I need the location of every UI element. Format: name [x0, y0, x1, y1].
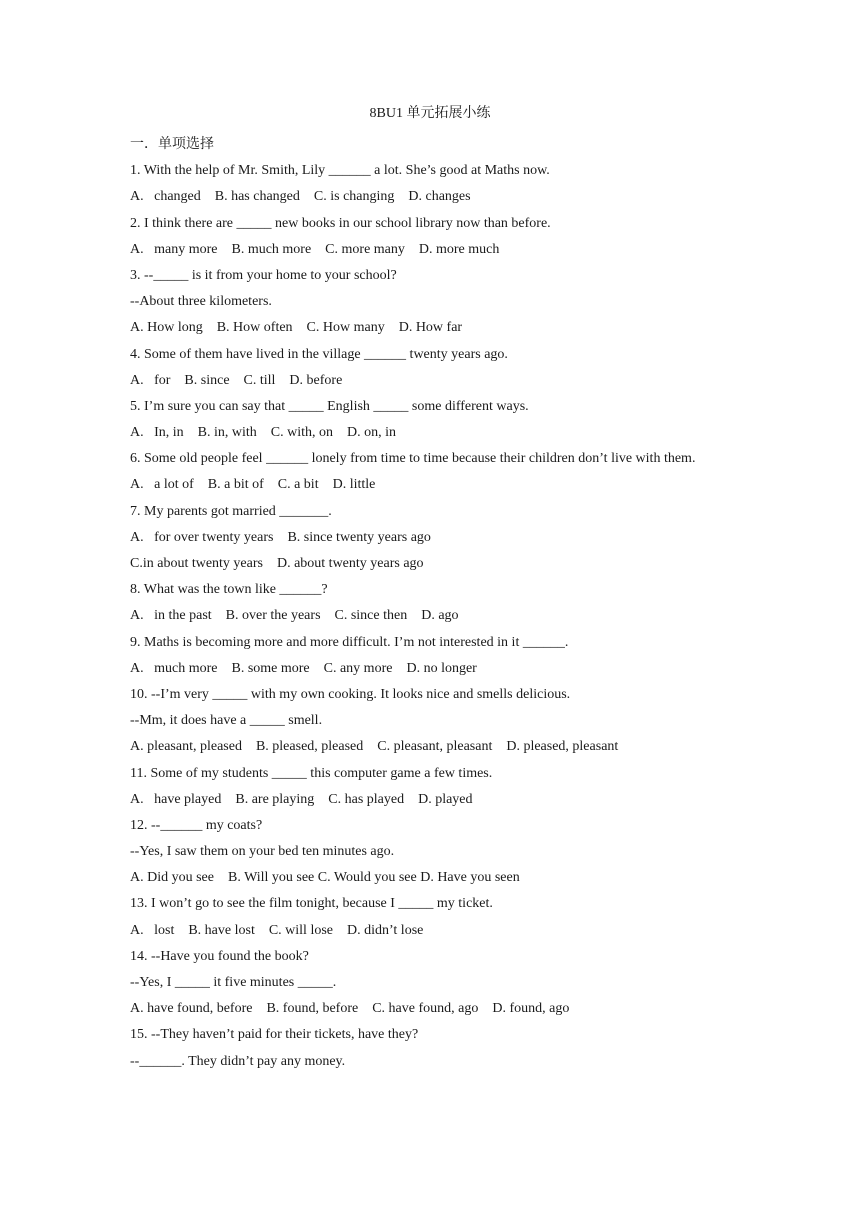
text-line: 9. Maths is becoming more and more difficult. I’m not interested in it ______. [130, 634, 569, 650]
text-line: --Yes, I saw them on your bed ten minutes ago. [130, 844, 395, 860]
text-line: 11. Some of my students _____ this computer game a few times. [130, 765, 493, 781]
text-line: --Yes, I _____ it five minutes _____. [130, 975, 337, 991]
text-line: 15. --They haven’t paid for their tickets, have they? [130, 1027, 419, 1043]
text-line: C.in about twenty years D. about twenty years ago [130, 556, 424, 572]
text-line: 13. I won’t go to see the film tonight, because I _____ my ticket. [130, 896, 493, 912]
text-line: 1. With the help of Mr. Smith, Lily ______ a lot. She’s good at Maths now. [130, 163, 550, 179]
text-line: A. have found, before B. found, before C. have found, ago D. found, ago [130, 1001, 570, 1017]
text-line: --Mm, it does have a _____ smell. [130, 713, 323, 729]
text-line: A. have played B. are playing C. has played D. played [130, 791, 473, 807]
text-line: A. in the past B. over the years C. since then D. ago [130, 608, 459, 624]
text-line: 2. I think there are _____ new books in our school library now than before. [130, 215, 551, 231]
text-line: A. for over twenty years B. since twenty years ago [130, 529, 431, 545]
section-heading: 一．单项选择 [130, 137, 214, 152]
text-line: 12. --______ my coats? [130, 817, 263, 833]
text-line: A. How long B. How often C. How many D. How far [130, 320, 463, 336]
text-line: --______. They didn’t pay any money. [130, 1053, 346, 1069]
text-line: A. In, in B. in, with C. with, on D. on, in [130, 425, 397, 441]
text-line: 10. --I’m very _____ with my own cooking. It looks nice and smells delicious. [130, 686, 571, 702]
text-line: A. changed B. has changed C. is changing D. changes [130, 189, 471, 205]
text-line: 5. I’m sure you can say that _____ English _____ some different ways. [130, 398, 529, 414]
text-line: 4. Some of them have lived in the village ______ twenty years ago. [130, 346, 508, 362]
text-line: 14. --Have you found the book? [130, 948, 309, 964]
document-title: 8BU1 单元拓展小练 [369, 106, 491, 121]
document-body [130, 132, 730, 1075]
text-line: A. for B. since C. till D. before [130, 372, 343, 388]
text-line: A. a lot of B. a bit of C. a bit D. little [130, 477, 376, 493]
text-line: 8. What was the town like ______? [130, 582, 328, 598]
text-line: --About three kilometers. [130, 294, 272, 310]
text-line: A. pleasant, pleased B. pleased, pleased C. pleasant, pleasant D. pleased, pleasant [130, 739, 619, 755]
text-line-wrapped: 6. Some old people feel ______ lonely from time to time because their children don’t live with them. [130, 451, 696, 467]
text-line: A. much more B. some more C. any more D. no longer [130, 660, 477, 676]
text-line: 3. --_____ is it from your home to your school? [130, 267, 397, 283]
text-line: A. lost B. have lost C. will lose D. didn’t lose [130, 922, 424, 938]
text-line: A. Did you see B. Will you see C. Would you see D. Have you seen [130, 870, 520, 886]
text-line: A. many more B. much more C. more many D. more much [130, 241, 500, 257]
text-line: 7. My parents got married _______. [130, 503, 332, 519]
